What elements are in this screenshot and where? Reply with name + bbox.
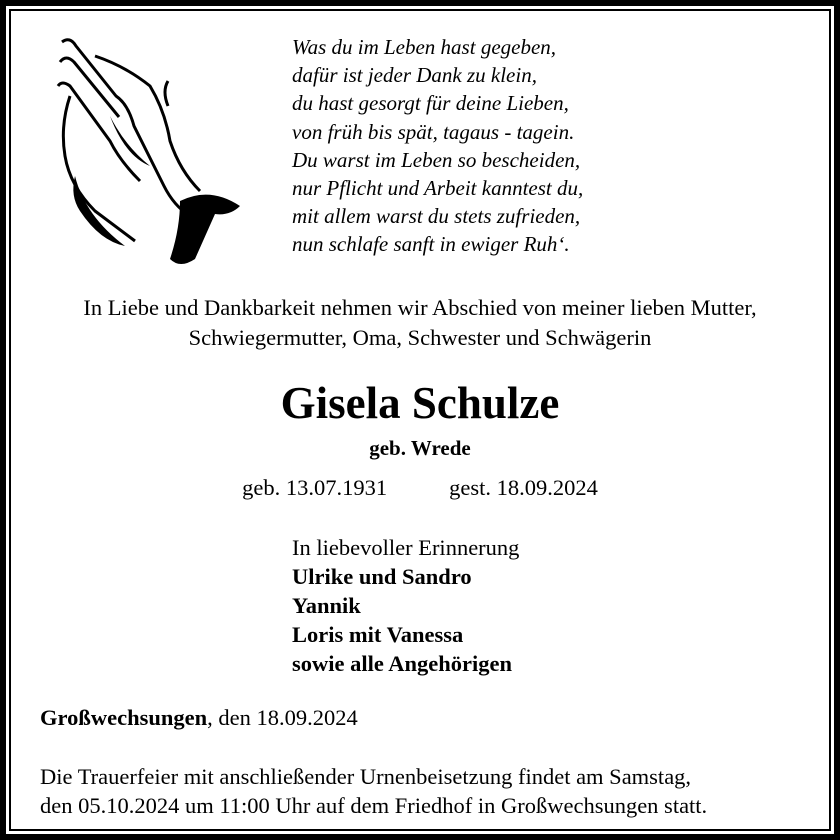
maiden-name: geb. Wrede: [369, 436, 471, 460]
intro-line: Schwiegermutter, Oma, Schwester und Schwägerin: [188, 325, 652, 350]
ceremony-line: den 05.10.2024 um 11:00 Uhr auf dem Friedhof in Großwechsungen statt.: [40, 793, 708, 818]
date: , den 18.09.2024: [207, 705, 358, 730]
poem-line: nur Pflicht und Arbeit kanntest du,: [292, 176, 584, 201]
family-name: Loris mit Vanessa: [292, 622, 464, 647]
family-name: Yannik: [292, 593, 361, 618]
birth-date: geb. 13.07.1931: [242, 475, 388, 500]
poem-line: Was du im Leben hast gegeben,: [292, 35, 557, 59]
death-date: gest. 18.09.2024: [449, 475, 598, 500]
poem-line: mit allem warst du stets zufrieden,: [292, 204, 581, 229]
ceremony-line: Die Trauerfeier mit anschließender Urnenbeisetzung findet am Samstag,: [40, 764, 692, 789]
family-intro: In liebevoller Erinnerung: [292, 535, 520, 560]
family-name: Ulrike und Sandro: [292, 564, 472, 589]
town: Großwechsungen: [40, 705, 208, 730]
family-block: [292, 533, 519, 678]
poem-line: du hast gesorgt für deine Lieben,: [292, 91, 569, 116]
poem-line: dafür ist jeder Dank zu klein,: [292, 63, 537, 88]
place-date: [40, 705, 358, 731]
deceased-name: Gisela Schulze: [280, 378, 560, 428]
poem-line: von früh bis spät, tagaus - tagein.: [292, 119, 575, 144]
ceremony-info: [40, 762, 707, 820]
intro-text: [0, 293, 840, 353]
family-name: sowie alle Angehörigen: [292, 651, 512, 676]
intro-line: In Liebe und Dankbarkeit nehmen wir Abschied von meiner lieben Mutter,: [83, 295, 757, 320]
poem: [292, 33, 583, 259]
praying-hands-icon: [50, 36, 250, 266]
poem-line: nun schlafe sanft in ewiger Ruh‘.: [292, 232, 570, 257]
poem-line: Du warst im Leben so bescheiden,: [292, 147, 581, 172]
life-dates: [0, 475, 840, 501]
